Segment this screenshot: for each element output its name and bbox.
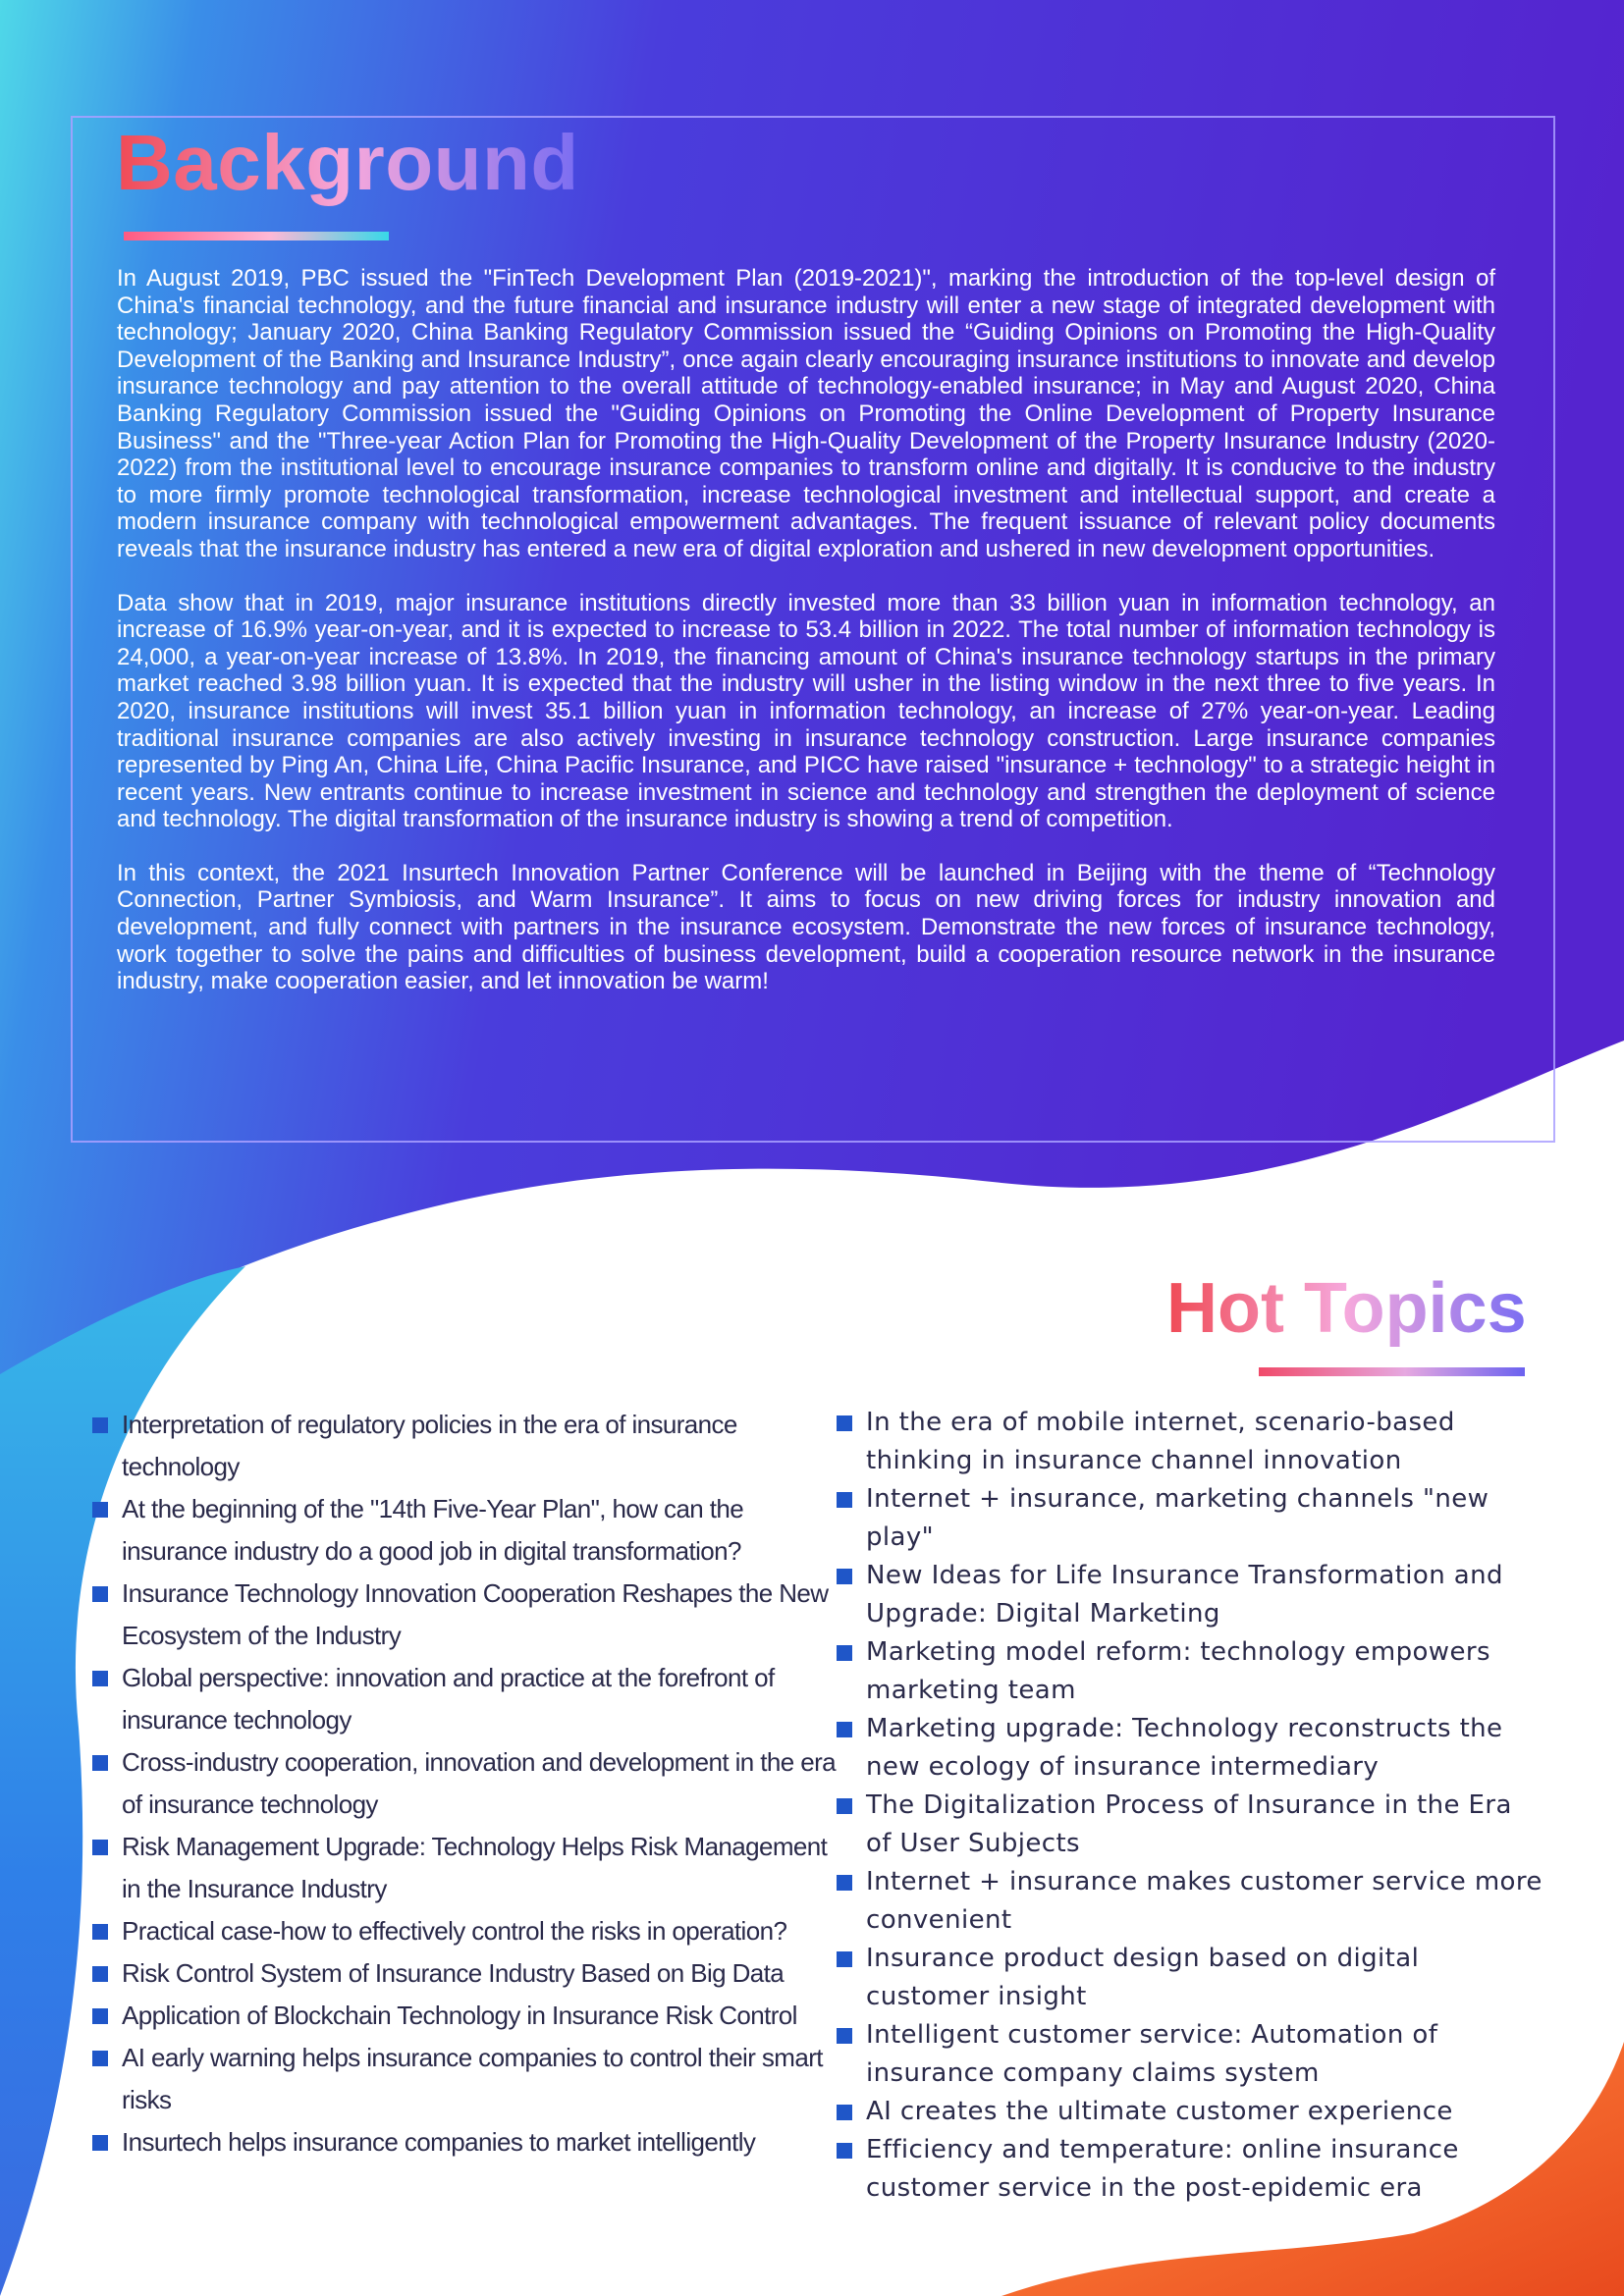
square-bullet-icon (92, 2008, 108, 2024)
topic-item (92, 1657, 839, 1741)
topic-text: Intelligent customer service: Automation of insurance company claims system (866, 2020, 1438, 2088)
topic-item (92, 1488, 839, 1573)
topic-text: At the beginning of the "14th Five-Year Plan", how can the insurance industry do a good job in digital transformation? (122, 1494, 744, 1566)
square-bullet-icon (837, 2105, 852, 2120)
square-bullet-icon (837, 1415, 852, 1431)
square-bullet-icon (92, 1502, 108, 1518)
square-bullet-icon (837, 2143, 852, 2159)
topic-item (837, 1633, 1543, 1710)
square-bullet-icon (837, 1722, 852, 1737)
background-paragraph: In August 2019, PBC issued the "FinTech Development Plan (2019-2021)", marking the introduction of the top-level design of China's financial technology, and the future financial and insurance industry will enter a new stage of integrated development with technology; January 2020, China Banking Regulatory Commission issued the “Guiding Opinions on Promoting the High-Quality Development of the Banking and Insurance Industry”, once again clearly encouraging insurance institutions to innovate and develop insurance technology and pay attention to the overall attitude of technology-enabled insurance; in May and August 2020, China Banking Regulatory Commission issued the "Guiding Opinions on Promoting the Online Development of Property Insurance Business" and the "Three-year Action Plan for Promoting the High-Quality Development of the Property Insurance Industry (2020-2022) from the institutional level to encourage insurance companies to transform online and digitally. It is conducive to the industry to more firmly promote technological transformation, increase technological investment and intellectual support, and create a modern insurance company with technological empowerment advantages. The frequent issuance of relevant policy documents reveals that the insurance industry has entered a new era of digital exploration and ushered in new development opportunities. (117, 265, 1495, 562)
topic-text: Cross-industry cooperation, innovation and development in the era of insurance technology (122, 1747, 837, 1819)
topic-item (92, 1741, 839, 1826)
square-bullet-icon (837, 1569, 852, 1584)
topic-item (92, 1573, 839, 1657)
hot-topics-title: Hot Topics (1166, 1266, 1527, 1351)
topic-item (837, 1787, 1543, 1863)
topic-item (837, 2131, 1543, 2208)
square-bullet-icon (837, 1492, 852, 1508)
topic-text: Insurance Technology Innovation Cooperation Reshapes the New Ecosystem of the Industry (122, 1578, 829, 1650)
background-paragraph: In this context, the 2021 Insurtech Innovation Partner Conference will be launched in Beijing with the theme of “Technology Connection, Partner Symbiosis, and Warm Insurance”. It aims to focus on new driving forces for industry innovation and development, and fully connect with partners in the insurance ecosystem. Demonstrate the new forces of insurance technology, work together to solve the pains and difficulties of business development, build a cooperation resource network in the insurance industry, make cooperation easier, and let innovation be warm! (117, 859, 1495, 995)
square-bullet-icon (92, 1586, 108, 1602)
topic-text: Efficiency and temperature: online insurance customer service in the post-epidemic era (866, 2135, 1459, 2203)
square-bullet-icon (837, 1951, 852, 1967)
topic-text: Practical case-how to effectively control the risks in operation? (122, 1916, 787, 1946)
square-bullet-icon (92, 1924, 108, 1940)
topic-item (837, 1480, 1543, 1557)
topic-text: In the era of mobile internet, scenario-based thinking in insurance channel innovation (866, 1408, 1455, 1475)
topic-text: New Ideas for Life Insurance Transformation and Upgrade: Digital Marketing (866, 1561, 1503, 1629)
background-text (117, 265, 1495, 1022)
square-bullet-icon (92, 1671, 108, 1686)
square-bullet-icon (92, 1417, 108, 1433)
square-bullet-icon (837, 1645, 852, 1661)
topic-item (92, 1826, 839, 1910)
square-bullet-icon (92, 2051, 108, 2066)
square-bullet-icon (92, 1840, 108, 1855)
topic-text: AI creates the ultimate customer experience (866, 2097, 1453, 2126)
topic-text: Marketing upgrade: Technology reconstructs the new ecology of insurance intermediary (866, 1714, 1503, 1782)
hot-topics-right-list (837, 1404, 1543, 2208)
topic-text: Insurtech helps insurance companies to market intelligently (122, 2127, 756, 2157)
background-title: Background (116, 116, 579, 210)
hot-topics-title-underline (1259, 1367, 1525, 1376)
topic-item (837, 1710, 1543, 1787)
square-bullet-icon (92, 1755, 108, 1771)
hot-topics-left-list (92, 1404, 839, 2163)
topic-text: Application of Blockchain Technology in Insurance Risk Control (122, 2001, 797, 2030)
square-bullet-icon (837, 2028, 852, 2044)
topic-text: Risk Control System of Insurance Industry Based on Big Data (122, 1958, 785, 1988)
background-title-underline (124, 232, 389, 240)
topic-item (92, 1952, 839, 1995)
topic-item (92, 1404, 839, 1488)
topic-item (92, 1910, 839, 1952)
square-bullet-icon (837, 1875, 852, 1891)
topic-text: AI early warning helps insurance companies to control their smart risks (122, 2043, 823, 2114)
topic-item (837, 1863, 1543, 1940)
topic-item (837, 1940, 1543, 2016)
topic-text: Marketing model reform: technology empowers marketing team (866, 1637, 1490, 1705)
topic-item (837, 2093, 1543, 2131)
square-bullet-icon (92, 1966, 108, 1982)
topic-text: Risk Management Upgrade: Technology Helps Risk Management in the Insurance Industry (122, 1832, 828, 1903)
topic-item (837, 1404, 1543, 1480)
topic-text: Internet + insurance makes customer service more convenient (866, 1867, 1543, 1935)
topic-item (92, 1995, 839, 2037)
topic-item (837, 1557, 1543, 1633)
background-paragraph: Data show that in 2019, major insurance institutions directly invested more than 33 billion yuan in information technology, an increase of 16.9% year-on-year, and it is expected to increase to 53.4 billion in 2022. The total number of information technology is 24,000, a year-on-year increase of 13.8%. In 2019, the financing amount of China's insurance technology startups in the primary market reached 3.98 billion yuan. It is expected that the industry will usher in the listing window in the next three to five years. In 2020, insurance institutions will invest 35.1 billion yuan in information technology, an increase of 27% year-on-year. Leading traditional insurance companies are also actively investing in insurance technology construction. Large insurance companies represented by Ping An, China Life, China Pacific Insurance, and PICC have raised "insurance + technology" to a strategic height in recent years. New entrants continue to increase investment in science and technology and strengthen the deployment of science and technology. The digital transformation of the insurance industry is showing a trend of competition. (117, 589, 1495, 833)
topic-item (92, 2121, 839, 2163)
topic-item (837, 2016, 1543, 2093)
topic-text: Global perspective: innovation and practice at the forefront of insurance technology (122, 1663, 775, 1735)
topic-text: The Digitalization Process of Insurance in the Era of User Subjects (866, 1790, 1512, 1858)
square-bullet-icon (837, 1798, 852, 1814)
topic-text: Internet + insurance, marketing channels "new play" (866, 1484, 1489, 1552)
topic-item (92, 2037, 839, 2121)
topic-text: Interpretation of regulatory policies in the era of insurance technology (122, 1410, 737, 1481)
topic-text: Insurance product design based on digital customer insight (866, 1944, 1420, 2011)
square-bullet-icon (92, 2135, 108, 2151)
